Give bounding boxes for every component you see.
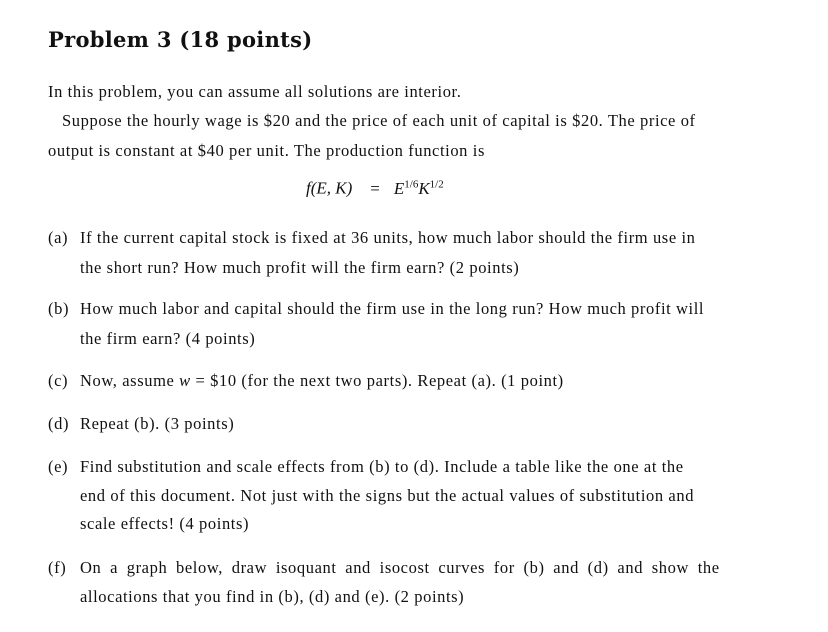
part-c-pre: Now, assume <box>80 371 180 390</box>
equation-exp-k: 1/2 <box>429 178 444 190</box>
part-b-label: (b) <box>48 299 70 318</box>
part-c-math-w: w <box>179 371 191 390</box>
part-e-line-3: scale effects! (4 points) <box>80 514 250 533</box>
part-c-post: = $10 (for the next two parts). Repeat (a). (1 point) <box>190 371 564 390</box>
equation-base-k: K <box>418 178 430 198</box>
equation-exp-e: 1/6 <box>404 178 419 190</box>
part-d-label: (d) <box>48 414 70 433</box>
part-f-line-1: On a graph below, draw isoquant and isocost curves for (b) and (d) and show the <box>80 558 720 577</box>
equation-base-e: E <box>393 178 405 198</box>
part-e-label: (e) <box>48 457 69 476</box>
part-b-line-1: How much labor and capital should the firm use in the long run? How much profit will <box>80 299 705 318</box>
part-b-line-2: the firm earn? (4 points) <box>80 329 256 348</box>
part-c-line-1 <box>80 371 564 391</box>
part-f-line-2: allocations that you find in (b), (d) and (e). (2 points) <box>80 587 465 606</box>
part-e-line-1: Find substitution and scale effects from (b) to (d). Include a table like the one at the <box>80 457 684 476</box>
intro-line-1: In this problem, you can assume all solutions are interior. <box>48 82 462 101</box>
part-a-line-1: If the current capital stock is fixed at 36 units, how much labor should the firm use in <box>80 228 696 247</box>
part-a-line-2: the short run? How much profit will the firm earn? (2 points) <box>80 258 520 277</box>
equation-equals: = <box>370 178 380 198</box>
problem-title: Problem 3 (18 points) <box>48 27 313 52</box>
part-e-line-2: end of this document. Not just with the signs but the actual values of substitution and <box>80 486 695 505</box>
part-d-line-1: Repeat (b). (3 points) <box>80 414 235 433</box>
part-c-label: (c) <box>48 371 69 390</box>
part-a-label: (a) <box>48 228 69 247</box>
production-function-equation <box>306 178 444 199</box>
part-f-label: (f) <box>48 558 67 577</box>
equation-lhs: f(E, K) <box>306 178 353 198</box>
intro-line-3: output is constant at $40 per unit. The production function is <box>48 141 485 160</box>
intro-line-2: Suppose the hourly wage is $20 and the price of each unit of capital is $20. The price of <box>62 111 696 130</box>
